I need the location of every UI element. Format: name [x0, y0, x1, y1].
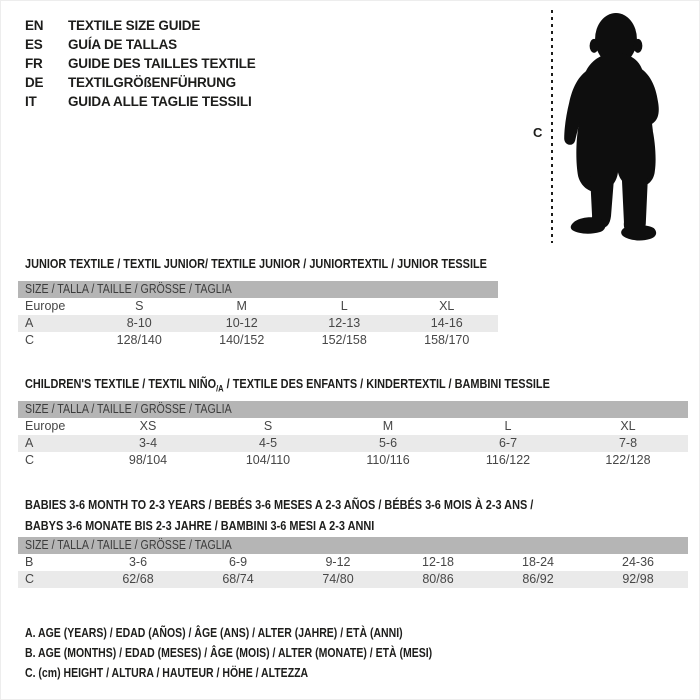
- cell-value: 122/128: [605, 453, 651, 467]
- language-label: GUÍA DE TALLAS: [68, 37, 177, 52]
- cell-value: 3-6: [128, 555, 148, 569]
- table-row: [18, 332, 498, 349]
- language-code: IT: [25, 94, 37, 109]
- row-label: C: [25, 572, 35, 586]
- row-label: C: [25, 453, 35, 467]
- size-table-2: [18, 537, 688, 588]
- size-table-1: [18, 401, 688, 469]
- cell-value: S: [135, 299, 144, 313]
- table-title-1: [25, 373, 550, 400]
- cell-value: XS: [139, 419, 157, 433]
- cell-value: 14-16: [430, 316, 463, 330]
- cell-value: 10-12: [225, 316, 258, 330]
- cell-value: 12-18: [422, 555, 454, 569]
- language-label: TEXTILE SIZE GUIDE: [68, 18, 201, 33]
- cell-value: 116/122: [485, 453, 531, 467]
- row-label: C: [25, 333, 35, 347]
- cell-value: 24-36: [622, 555, 654, 569]
- cell-value: 158/170: [424, 333, 470, 347]
- cell-value: 6-7: [498, 436, 518, 450]
- cell-value: 98/104: [128, 453, 168, 467]
- cell-value: 140/152: [219, 333, 265, 347]
- row-label: Europe: [25, 419, 66, 433]
- cell-value: XL: [439, 299, 455, 313]
- table-row: [18, 315, 498, 332]
- language-code: DE: [25, 75, 44, 90]
- cell-value: 68/74: [222, 572, 254, 586]
- cell-value: 62/68: [122, 572, 154, 586]
- table-title-0: [25, 253, 487, 274]
- size-header-label: SIZE / TALLA / TAILLE / GRÖSSE / TAGLIA: [25, 402, 232, 416]
- language-code: EN: [25, 18, 44, 33]
- silhouette-foot-left: [571, 217, 606, 234]
- size-header-bar: [18, 401, 688, 418]
- size-table-0: [18, 281, 498, 349]
- cell-value: M: [236, 299, 247, 313]
- cell-value: 152/158: [321, 333, 367, 347]
- language-row: [25, 92, 256, 111]
- cell-value: 6-9: [228, 555, 248, 569]
- height-measure-label: C: [533, 125, 543, 140]
- size-header-bar: [18, 281, 498, 298]
- table-row: [18, 571, 688, 588]
- language-row: [25, 73, 256, 92]
- silhouette-foot-right: [621, 225, 656, 240]
- table-title-segment: BABYS 3-6 MONATE BIS 2-3 JAHRE / BAMBINI 3-6 MESI A 2-3 ANNI: [25, 518, 375, 533]
- cell-value: 128/140: [116, 333, 162, 347]
- note-line: B. AGE (MONTHS) / EDAD (MESES) / ÂGE (MOIS) / ALTER (MONATE) / ETÀ (MESI): [25, 646, 433, 660]
- table-row: [18, 435, 688, 452]
- cell-value: 110/116: [366, 453, 410, 467]
- cell-value: 4-5: [258, 436, 278, 450]
- language-code: ES: [25, 37, 43, 52]
- cell-value: L: [504, 419, 512, 433]
- height-dotted-line: [551, 10, 553, 243]
- table-title-segment: /A: [216, 383, 224, 394]
- table-title-segment: CHILDREN'S TEXTILE / TEXTIL NIÑO: [25, 376, 217, 391]
- language-row: [25, 16, 256, 35]
- language-label: TEXTILGRÖßENFÜHRUNG: [68, 75, 236, 90]
- cell-value: 9-12: [325, 555, 351, 569]
- notes: [25, 623, 510, 683]
- language-row: [25, 54, 256, 73]
- table-row: [18, 452, 688, 469]
- table-row: [18, 418, 688, 435]
- cell-value: S: [263, 419, 273, 433]
- cell-value: 104/110: [245, 453, 291, 467]
- table-row: [18, 298, 498, 315]
- cell-value: M: [382, 419, 394, 433]
- cell-value: L: [340, 299, 348, 313]
- row-label: B: [25, 555, 34, 569]
- cell-value: 7-8: [618, 436, 638, 450]
- cell-value: 80/86: [422, 572, 454, 586]
- silhouette-ear-left: [590, 39, 599, 53]
- size-header-label: SIZE / TALLA / TAILLE / GRÖSSE / TAGLIA: [25, 538, 232, 552]
- size-header-bar: [18, 537, 688, 554]
- cell-value: XL: [620, 419, 636, 433]
- cell-value: 12-13: [328, 316, 361, 330]
- table-title-2: [25, 494, 533, 536]
- table-title-segment: BABIES 3-6 MONTH TO 2-3 YEARS / BEBÉS 3-6 MESES A 2-3 AÑOS / BÉBÉS 3-6 MOIS À 2-3 ANS /: [25, 497, 534, 512]
- note-line: C. (cm) HEIGHT / ALTURA / HAUTEUR / HÖHE / ALTEZZA: [25, 666, 309, 680]
- row-label: Europe: [25, 299, 66, 313]
- cell-value: 5-6: [378, 436, 398, 450]
- language-label: GUIDA ALLE TAGLIE TESSILI: [68, 94, 252, 109]
- toddler-silhouette-image: [562, 9, 662, 243]
- table-title-segment: / TEXTILE DES ENFANTS / KINDERTEXTIL / BAMBINI TESSILE: [223, 376, 550, 391]
- cell-value: 8-10: [126, 316, 152, 330]
- size-header-label: SIZE / TALLA / TAILLE / GRÖSSE / TAGLIA: [25, 282, 232, 296]
- row-label: A: [25, 316, 34, 330]
- cell-value: 92/98: [622, 572, 654, 586]
- silhouette-ear-right: [633, 39, 642, 53]
- language-list: [25, 16, 256, 111]
- language-label: GUIDE DES TAILLES TEXTILE: [68, 56, 256, 71]
- cell-value: 86/92: [522, 572, 554, 586]
- language-code: FR: [25, 56, 43, 71]
- cell-value: 18-24: [522, 555, 554, 569]
- cell-value: 74/80: [322, 572, 354, 586]
- note-line: A. AGE (YEARS) / EDAD (AÑOS) / ÂGE (ANS) / ALTER (JAHRE) / ETÀ (ANNI): [25, 626, 403, 640]
- row-label: A: [25, 436, 34, 450]
- cell-value: 3-4: [138, 436, 158, 450]
- table-title-segment: JUNIOR TEXTILE / TEXTIL JUNIOR/ TEXTILE JUNIOR / JUNIORTEXTIL / JUNIOR TESSILE: [25, 256, 487, 271]
- table-row: [18, 554, 688, 571]
- language-row: [25, 35, 256, 54]
